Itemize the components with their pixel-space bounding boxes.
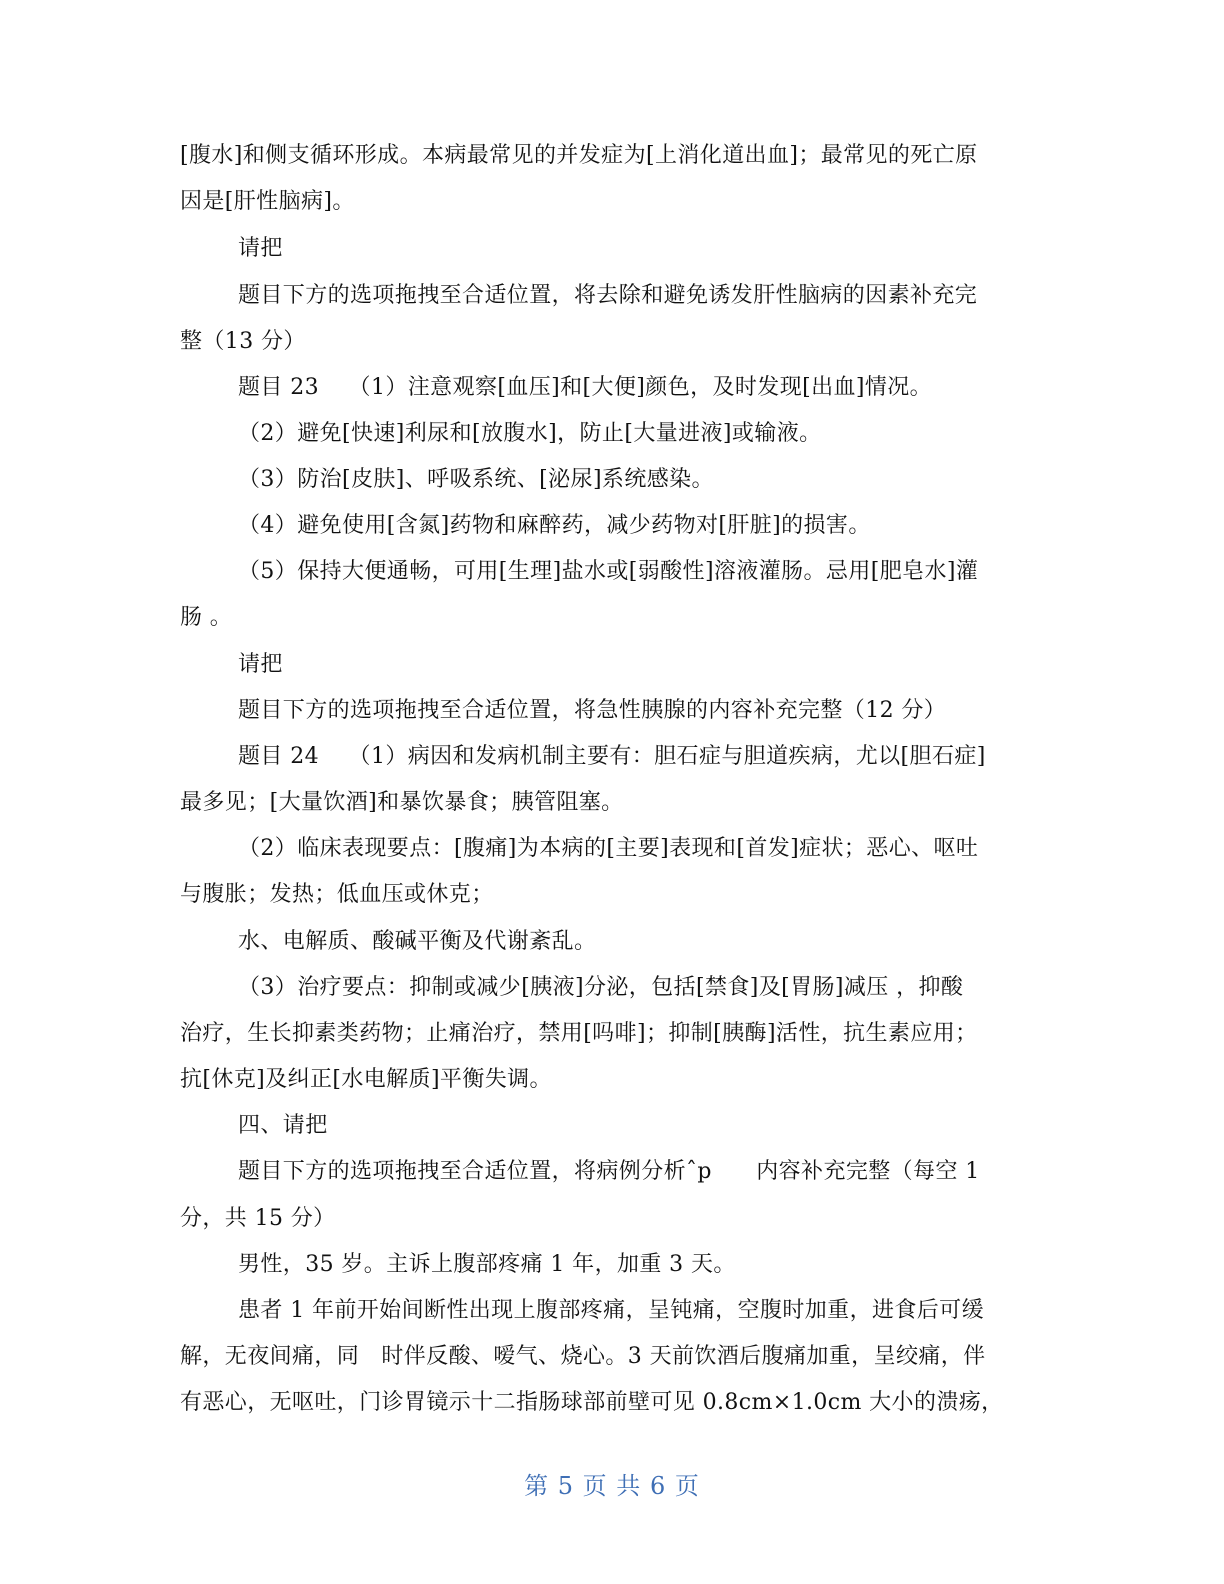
text-line: [腹水]和侧支循环形成。本病最常见的并发症为[上消化道出血]；最常见的死亡原	[180, 143, 978, 168]
text-line: 请把	[238, 236, 283, 261]
text-line: 有恶心，无呕吐，门诊胃镜示十二指肠球部前壁可见 0.8cm×1.0cm 大小的溃疡，	[180, 1390, 1004, 1415]
text-line: 请把	[238, 652, 283, 677]
text-line: （4）避免使用[含氮]药物和麻醉药，减少药物对[肝脏]的损害。	[238, 513, 871, 538]
text-line: 男性，35 岁。主诉上腹部疼痛 1 年，加重 3 天。	[238, 1252, 736, 1277]
text-line: 题目 24 （1）病因和发病机制主要有：胆石症与胆道疾病，尤以[胆石症]	[238, 744, 986, 769]
text-line: 题目下方的选项拖拽至合适位置，将急性胰腺的内容补充完整（12 分）	[238, 698, 947, 723]
text-line: 四、请把	[238, 1113, 328, 1138]
text-line: 治疗，生长抑素类药物；止痛治疗，禁用[吗啡]；抑制[胰酶]活性，抗生素应用；	[180, 1021, 978, 1046]
text-line: 肠 。	[180, 605, 233, 630]
text-line: （2）临床表现要点：[腹痛]为本病的[主要]表现和[首发]症状；恶心、呕吐	[238, 836, 979, 861]
text-line: （2）避免[快速]利尿和[放腹水]，防止[大量进液]或输液。	[238, 421, 822, 446]
text-line: 整（13 分）	[180, 329, 306, 354]
text-line: 分，共 15 分）	[180, 1206, 336, 1231]
text-line: （5）保持大便通畅，可用[生理]盐水或[弱酸性]溶液灌肠。忌用[肥皂水]灌	[238, 559, 979, 584]
text-line: 解，无夜间痛，同 时伴反酸、嗳气、烧心。3 天前饮酒后腹痛加重，呈绞痛，伴	[180, 1344, 986, 1369]
text-line: 题目下方的选项拖拽至合适位置，将去除和避免诱发肝性脑病的因素补充完	[238, 283, 978, 308]
text-line: 抗[休克]及纠正[水电解质]平衡失调。	[180, 1067, 552, 1092]
text-line: 与腹胀；发热；低血压或休克；	[180, 882, 494, 907]
text-line: 题目 23 （1）注意观察[血压]和[大便]颜色，及时发现[出血]情况。	[238, 375, 933, 400]
text-line: （3）防治[皮肤]、呼吸系统、[泌尿]系统感染。	[238, 467, 714, 492]
text-line: 水、电解质、酸碱平衡及代谢紊乱。	[238, 929, 597, 954]
text-line: （3）治疗要点：抑制或减少[胰液]分泌，包括[禁食]及[胃肠]减压 ，抑酸	[238, 975, 964, 1000]
text-line: 因是[肝性脑病]。	[180, 189, 355, 214]
text-line: 患者 1 年前开始间断性出现上腹部疼痛，呈钝痛，空腹时加重，进食后可缓	[238, 1298, 984, 1323]
page-number-footer: 第 5 页 共 6 页	[524, 1472, 700, 1500]
text-line: 最多见；[大量饮酒]和暴饮暴食；胰管阻塞。	[180, 790, 624, 815]
text-line: 题目下方的选项拖拽至合适位置，将病例分析ˆp 内容补充完整（每空 1	[238, 1159, 980, 1184]
